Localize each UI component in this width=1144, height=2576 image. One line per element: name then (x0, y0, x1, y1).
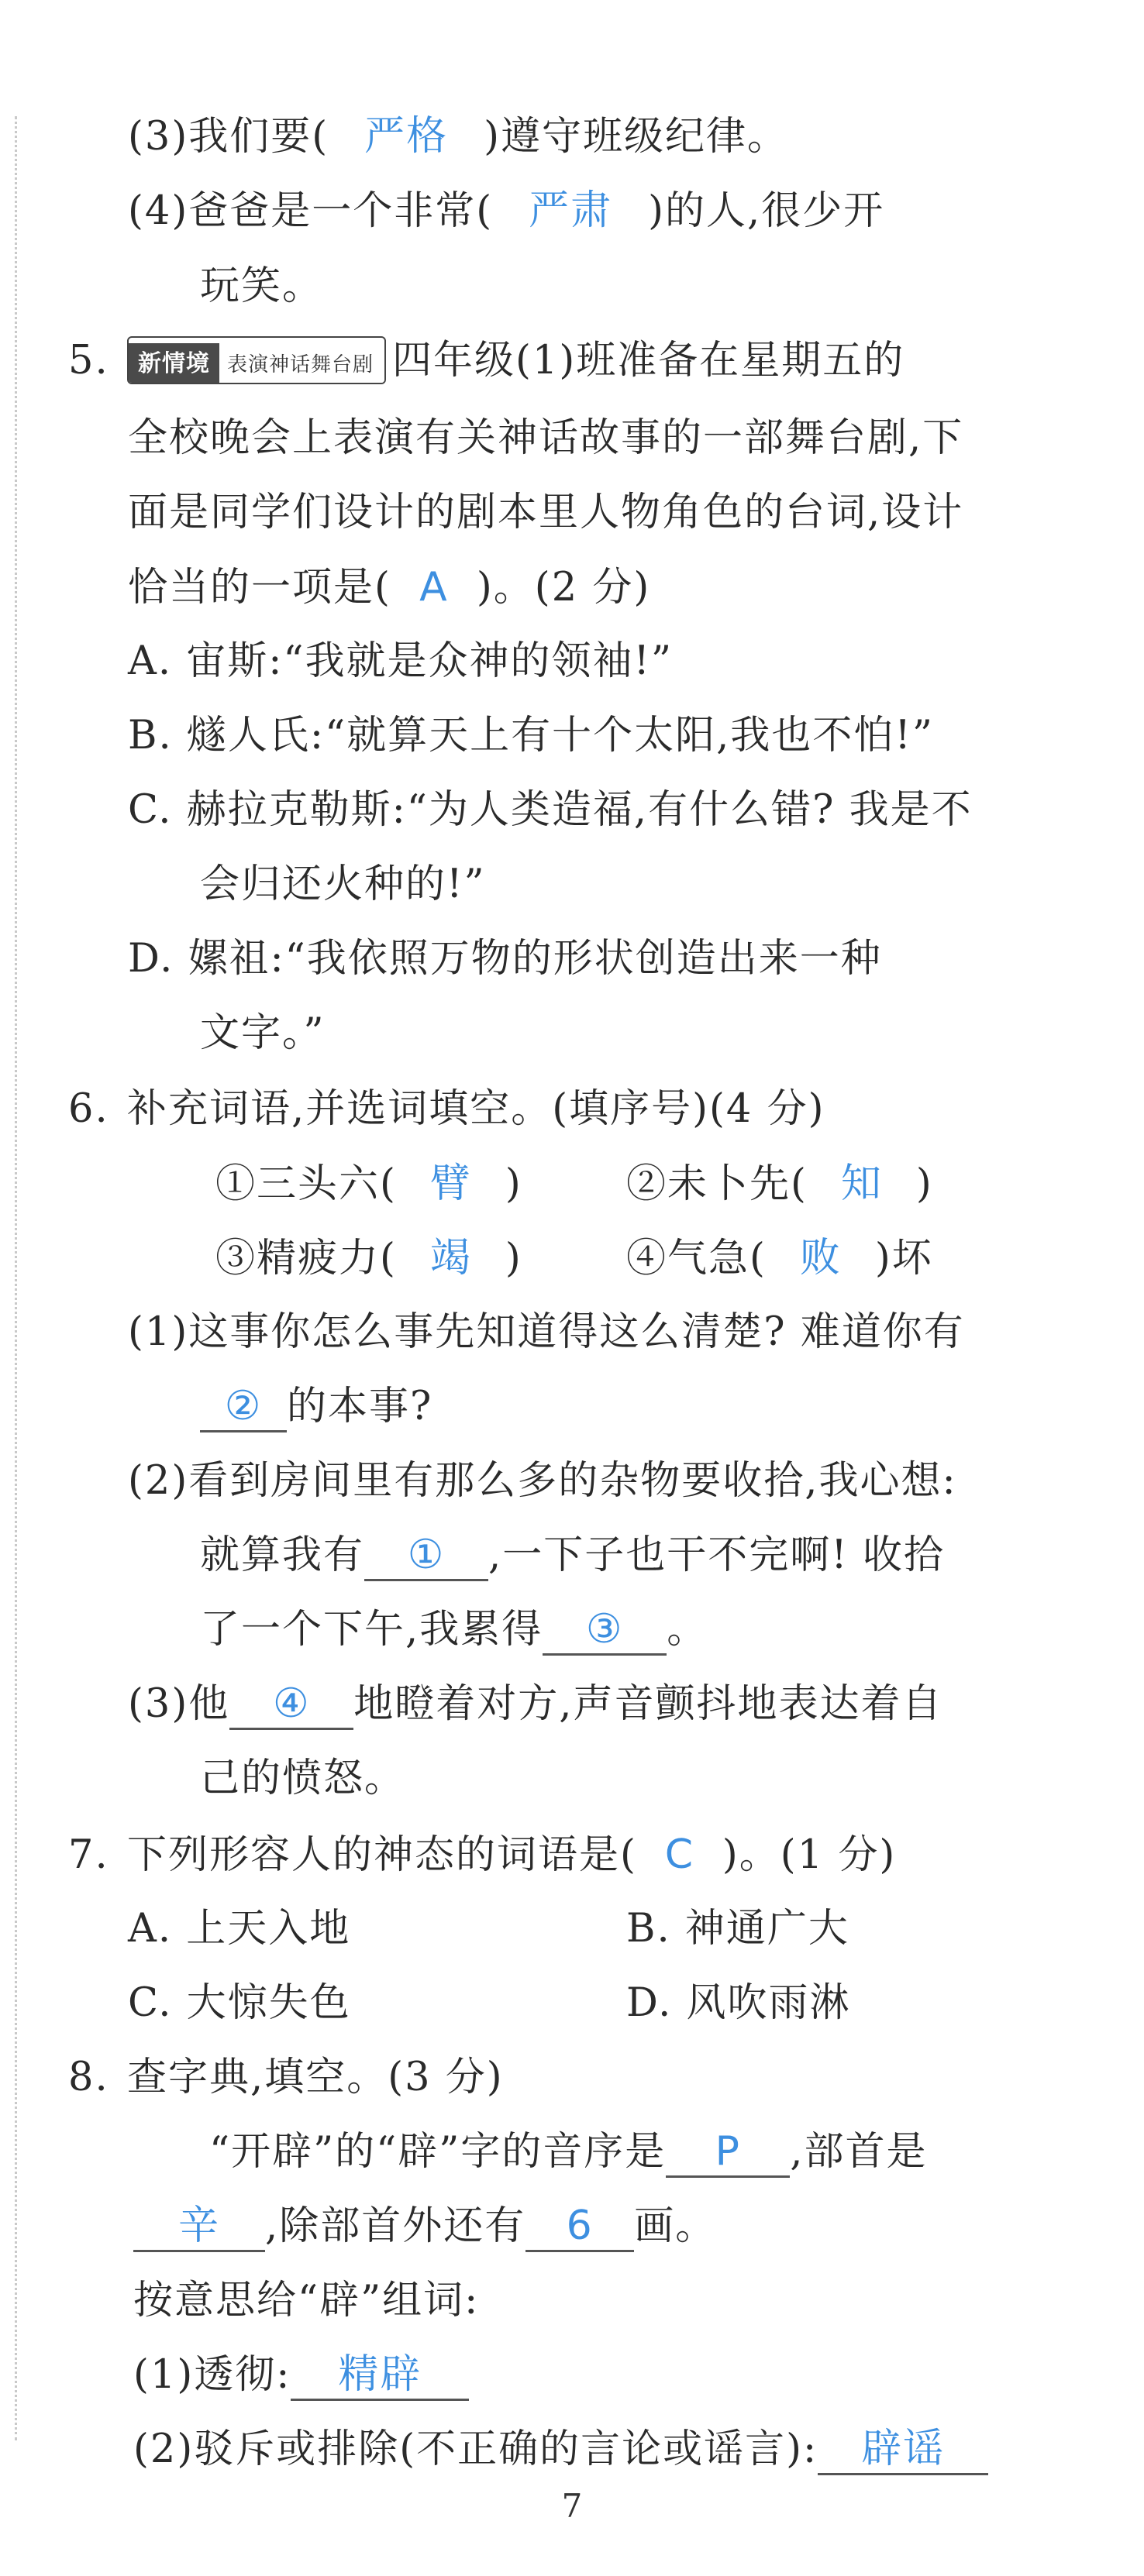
q7-option-d: D. 风吹雨淋 (626, 1980, 851, 2026)
q5-stem-line-3: 面是同学们设计的剧本里人物角色的台词,设计 (128, 490, 964, 535)
q8-number: 8. (68, 2055, 109, 2100)
q5-option-d-continuation: 文字。” (200, 1010, 326, 1056)
q5-tag-topic: 表演神话舞台剧 (219, 344, 384, 384)
q8-line-2-post: 画。 (634, 2203, 717, 2249)
q6-sentence-2: (2)看到房间里有那么多的杂物要收拾,我心想: (128, 1458, 957, 1504)
q8-stem-text: 查字典,填空。(3 分) (127, 2055, 504, 2100)
q5-option-d: D. 嫘祖:“我依照万物的形状创造出来一种 (128, 936, 882, 982)
q8-word-2-answer: 辟谣 (818, 2425, 988, 2475)
q6-word-2 (626, 1153, 933, 1216)
q7-stem (68, 1824, 896, 1886)
q6-word-4-prefix: ④气急( (626, 1236, 767, 1281)
q4-item-3-prefix: (3)我们要( (128, 114, 329, 160)
q6-sentence-3-continuation: 己的愤怒。 (200, 1756, 406, 1801)
q6-stem-text: 补充词语,并选词填空。(填序号)(4 分) (127, 1086, 825, 1132)
q5-number: 5. (68, 338, 109, 383)
q6-sentence-2-line-3 (200, 1599, 708, 1661)
q4-item-3 (128, 105, 788, 168)
q6-sentence-2-answer-2: ③ (543, 1605, 667, 1656)
q5-answer: A (419, 564, 449, 610)
q7-stem-suffix: )。(1 分) (722, 1832, 897, 1878)
q8-line-5 (133, 2419, 988, 2481)
q8-line-1-pre: “开辟”的“辟”字的音序是 (209, 2129, 667, 2175)
q6-sentence-2-line-3-pre: 了一个下午,我累得 (200, 1607, 543, 1653)
q5-stem-prefix: 恰当的一项是( (128, 565, 391, 610)
q5-option-c: C. 赫拉克勒斯:“为人类造福,有什么错? 我是不 (128, 787, 973, 833)
q7-answer: C (664, 1831, 695, 1878)
q7-stem-prefix: 下列形容人的神态的词语是( (127, 1832, 637, 1878)
q6-word-2-prefix: ②未卜先( (626, 1161, 808, 1207)
q4-item-3-suffix: )遵守班级纪律。 (484, 114, 789, 160)
q7-number: 7. (68, 1832, 109, 1878)
q6-sentence-3-answer: ④ (229, 1680, 353, 1730)
q6-word-3-prefix: ③精疲力( (215, 1236, 397, 1281)
q6-word-2-suffix: ) (915, 1161, 933, 1207)
q4-item-4-suffix: )的人,很少开 (648, 188, 885, 234)
q8-pinyin-initial-answer: P (666, 2127, 790, 2178)
q8-line-2 (133, 2196, 716, 2258)
q6-sentence-2-answer: ① (364, 1531, 488, 1581)
q5-option-c-continuation: 会归还火种的!” (200, 862, 486, 907)
q8-line-3: 按意思给“辟”组词: (133, 2278, 480, 2323)
q8-line-5-pre: (2)驳斥或排除(不正确的言论或谣言): (133, 2426, 818, 2472)
q5-stem-line-1: 四年级(1)班准备在星期五的 (392, 338, 905, 383)
q6-sentence-1-after: 的本事? (287, 1384, 433, 1429)
q6-sentence-3-post: 地瞪着对方,声音颤抖地表达着自 (353, 1681, 943, 1727)
q6-word-3-answer: 竭 (429, 1235, 472, 1281)
margin-dotted-line (15, 116, 17, 2440)
q6-sentence-1-answer: ② (200, 1382, 287, 1432)
q8-line-4 (133, 2344, 469, 2406)
q8-stroke-count-answer: 6 (525, 2202, 634, 2252)
q5-tag-new-context: 新情境 (129, 343, 219, 384)
q6-sentence-2-line-3-post: 。 (667, 1607, 708, 1653)
q6-word-4 (626, 1227, 933, 1290)
q6-number: 6. (68, 1086, 109, 1132)
q6-sentence-2-line-2 (200, 1525, 945, 1587)
q6-sentence-2-mid: ,一下子也干不完啊! 收拾 (488, 1532, 945, 1578)
q6-word-3 (215, 1227, 522, 1290)
q6-sentence-3 (128, 1673, 942, 1735)
q8-radical-answer: 辛 (133, 2202, 265, 2252)
q8-word-1-answer: 精辟 (291, 2351, 469, 2401)
q4-item-3-answer: 严格 (364, 113, 449, 160)
q6-sentence-3-pre: (3)他 (128, 1681, 230, 1727)
q6-word-2-answer: 知 (840, 1161, 883, 1207)
q6-sentence-2-pre: 就算我有 (200, 1532, 365, 1578)
q5-stem-suffix: )。(2 分) (476, 565, 651, 610)
q4-item-4-continuation: 玩笑。 (200, 263, 324, 309)
q8-line-1-post: ,部首是 (790, 2129, 928, 2175)
q6-word-1-answer: 臂 (429, 1161, 472, 1207)
q6-word-1-suffix: ) (505, 1161, 522, 1207)
q7-option-b: B. 神通广大 (626, 1906, 849, 1952)
q6-sentence-1: (1)这事你怎么事先知道得这么清楚? 难道你有 (128, 1309, 965, 1355)
q5-first-line (68, 330, 905, 392)
q5-option-b: B. 燧人氏:“就算天上有十个太阳,我也不怕!” (128, 713, 934, 758)
q4-item-4-prefix: (4)爸爸是一个非常( (128, 188, 494, 234)
q8-line-4-pre: (1)透彻: (133, 2352, 291, 2398)
q6-word-4-suffix: )坏 (874, 1236, 933, 1281)
q6-word-4-answer: 败 (799, 1235, 842, 1281)
q5-context-tag (127, 336, 386, 384)
q6-sentence-1-continuation (200, 1376, 432, 1438)
q5-stem-line-2: 全校晚会上表演有关神话故事的一部舞台剧,下 (128, 415, 964, 461)
q5-option-a: A. 宙斯:“我就是众神的领袖!” (128, 638, 674, 684)
q4-item-4-answer: 严肃 (529, 187, 613, 234)
q8-line-2-mid: ,除部首外还有 (265, 2203, 526, 2249)
page-number: 7 (561, 2487, 583, 2525)
q6-word-3-suffix: ) (505, 1236, 522, 1281)
q6-stem (68, 1078, 825, 1140)
q4-item-4 (128, 180, 884, 242)
q5-stem-line-4 (128, 556, 650, 619)
q7-option-c: C. 大惊失色 (128, 1980, 351, 2026)
q6-word-1 (215, 1153, 522, 1216)
q7-option-a: A. 上天入地 (128, 1906, 351, 1952)
q8-line-1 (209, 2121, 928, 2183)
q6-word-1-prefix: ①三头六( (215, 1161, 397, 1207)
q8-stem (68, 2047, 504, 2109)
